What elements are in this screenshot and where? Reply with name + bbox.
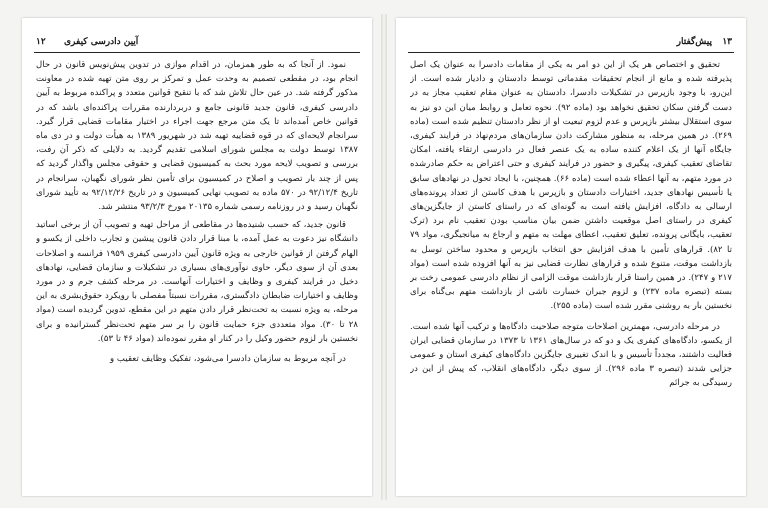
left-page-header <box>34 34 360 53</box>
left-page-number: ۱۲ <box>36 37 46 47</box>
left-page-body <box>36 58 358 482</box>
left-running-title: آیین دادرسی کیفری <box>64 37 139 47</box>
paragraph: قانون جدید، که حسب شنیده‌ها در مقاطعی از مراحل تهیه و تصویب آن از برخی اساتید دانشگاه نیز دعوت به عمل آمده، با مبنا قرار دادن قانون پیشین و تجارب داخلی از یکسو و الهام گرفتن از قوانین خارجی به ویژه قانون آیین دادرسی کیفری ۱۹۵۹ فرانسه و اصلاحات بعدی آن از سوی دیگر، حاوی نوآوری‌های بسیاری در تشکیلات و سازمان قضایی، نهادهای دخیل در فرایند کیفری و وظایف و اختیارات آنهاست. در مرحله کشف جرم و در مورد وظایف و اختیارات ضابطان دادگستری، مقررات نسبتاً مفصلی با رویکرد حقوق‌بشری به این مرحله، به ویژه نسبت به تحت‌نظر قرار دادن متهم در این مقطع، تدوین گردیده است (مواد ۲۸ تا ۳۰). مواد متعددی جزء حمایت قانون را بر سر متهم تحت‌نظر گسترانیده و برای نخستین بار لزوم حضور وکیل را در کنار او مقرر نموده‌اند (مواد ۴۶ تا ۵۳). <box>36 220 358 344</box>
paragraph: تحقیق و اختصاص هر یک از این دو امر به یکی از مقامات دادسرا به عنوان یک اصل پذیرفته شده و مانع از انجام تحقیقات مقدماتی توسط دادستان و دادیار شده است. از این‌رو، با وجود بازپرس در تشکیلات دادسرا، دادستان به عنوان مقام تعقیب مجاز به در دست گرفتن سکان تحقیق نخواهد بود (ماده ۹۲). نحوه تعامل و روابط میان این دو نیز به سوی استقلال بیشتر بازپرس و عدم لزوم تبعیت او از نظر دادستان تنظیم شده است (ماده ۲۶۹). در همین مرحله، به منظور مشارکت دادن سازمان‌های مردم‌نهاد در فرایند کیفری، جایگاه آنها از یک اعلام کننده ساده به یک عنصر فعال در دادرسی ارتقاء یافته، امکان تقاضای تعقیب کیفری، پیگیری و حضور در فرایند کیفری و حتی اعتراض به حکم صادرشده در مورد متهم، به آنها اعطاء شده است (ماده ۶۶). همچنین، با ایجاد تحول در نهادهای سابق یا تأسیس نهادهای جدید، اختیارات دادستان و بازپرس با هدف کاستن از تعداد پرونده‌های ارسالی به دادگاه، افزایش یافته است به گونه‌ای که در راستای کاستن از جایگزین‌های کیفری در راستای اصل موقعیت داشتن ضمن بیان مناسب بودن تعقیب نام برد (ترک تعقیب، بایگانی پرونده، تعلیق تعقیب، اعطای مهلت به متهم و ارجاع به میانجیگری، مواد ۷۹ تا ۸۲). قرارهای تأمین با هدف افزایش حق انتخاب بازپرس و محدود ساختن توسل به بازداشت موقت، متنوع شده و قرارهای نظارت قضایی نیز به آنها افزوده شده است (مواد ۲۱۷ و ۲۴۷). در همین راستا قرار بازداشت موقت الزامی از نظام دادرسی عمومی رخت بر بسته (تبصره ماده ۲۳۷) و لزوم جبران خسارت ناشی از بازداشت متهم بی‌گناه برای نخستین بار به روشنی مقرر شده است (ماده ۲۵۵). <box>410 60 732 312</box>
right-page-body <box>410 58 732 482</box>
left-page <box>22 18 372 496</box>
right-page-header <box>408 34 734 53</box>
paragraph: در مرحله دادرسی، مهمترین اصلاحات متوجه صلاحیت دادگاه‌ها و ترکیب آنها شده است. از یکسو، دادگاه‌های کیفری یک و دو که در سال‌های ۱۳۶۱ تا ۱۳۷۳ در سازمان قضایی ایران فعالیت داشتند، مجدداً تأسیس و با اندک تغییری جایگزین دادگاه‌های کیفری استان و عمومی جزایی شدند (تبصره ۳ ماده ۲۹۶). از سوی دیگر، دادگاه‌های انقلاب، که پیش از این در رسیدگی به جرائم <box>410 321 732 389</box>
paragraph: در آنچه مربوط به سازمان دادسرا می‌شود، تفکیک وظایف تعقیب و <box>110 354 346 365</box>
right-page-number: ۱۳ <box>722 37 732 47</box>
paragraph: نمود. از آنجا که به طور همزمان، در اقدام موازی در تدوین پیش‌نویس قانون در حال انجام بود، در مقطعی تصمیم به وحدت عمل و تمرکز بر روی متن تهیه شده در معاونت مذکور گرفته شد. در عین حال تلاش شد که با تنقیح قوانین متعدد و پراکنده مربوط به آیین دادرسی کیفری، قانون جدید قانونی جامع و دربردارنده مقررات پراکنده‌ای باشد که در قوانین خاص آمده‌اند تا یک متن مرجع جهت اجراء در اختیار مقامات قضایی قرار گیرد. سرانجام لایحه‌ای که در قوه قضاییه تهیه شد در شهریور ۱۳۸۹ به هیأت دولت و در دی ماه ۱۳۸۷ توسط دولت به مجلس شورای اسلامی تقدیم گردید. به دلایلی که ذکر آن رفت، بررسی و تصویب لایحه مورد بحث به کمیسیون قضایی و حقوقی مجلس واگذار گردید که پس از چند بار تصویب و اصلاح در کمیسیون برای تأمین نظر شورای نگهبان، سرانجام در تاریخ ۹۲/۱۲/۴ در ۵۷۰ ماده به تصویب نهایی کمیسیون و در تاریخ ۹۲/۱۲/۲۶ به تأیید شورای نگهبان رسید و در روزنامه رسمی شماره ۲۰۱۳۵ مورخ ۹۳/۲/۳ منتشر شد. <box>36 60 358 213</box>
book-gutter <box>381 14 387 500</box>
right-page <box>396 18 746 496</box>
right-running-title: پیش‌گفتار <box>676 37 712 47</box>
